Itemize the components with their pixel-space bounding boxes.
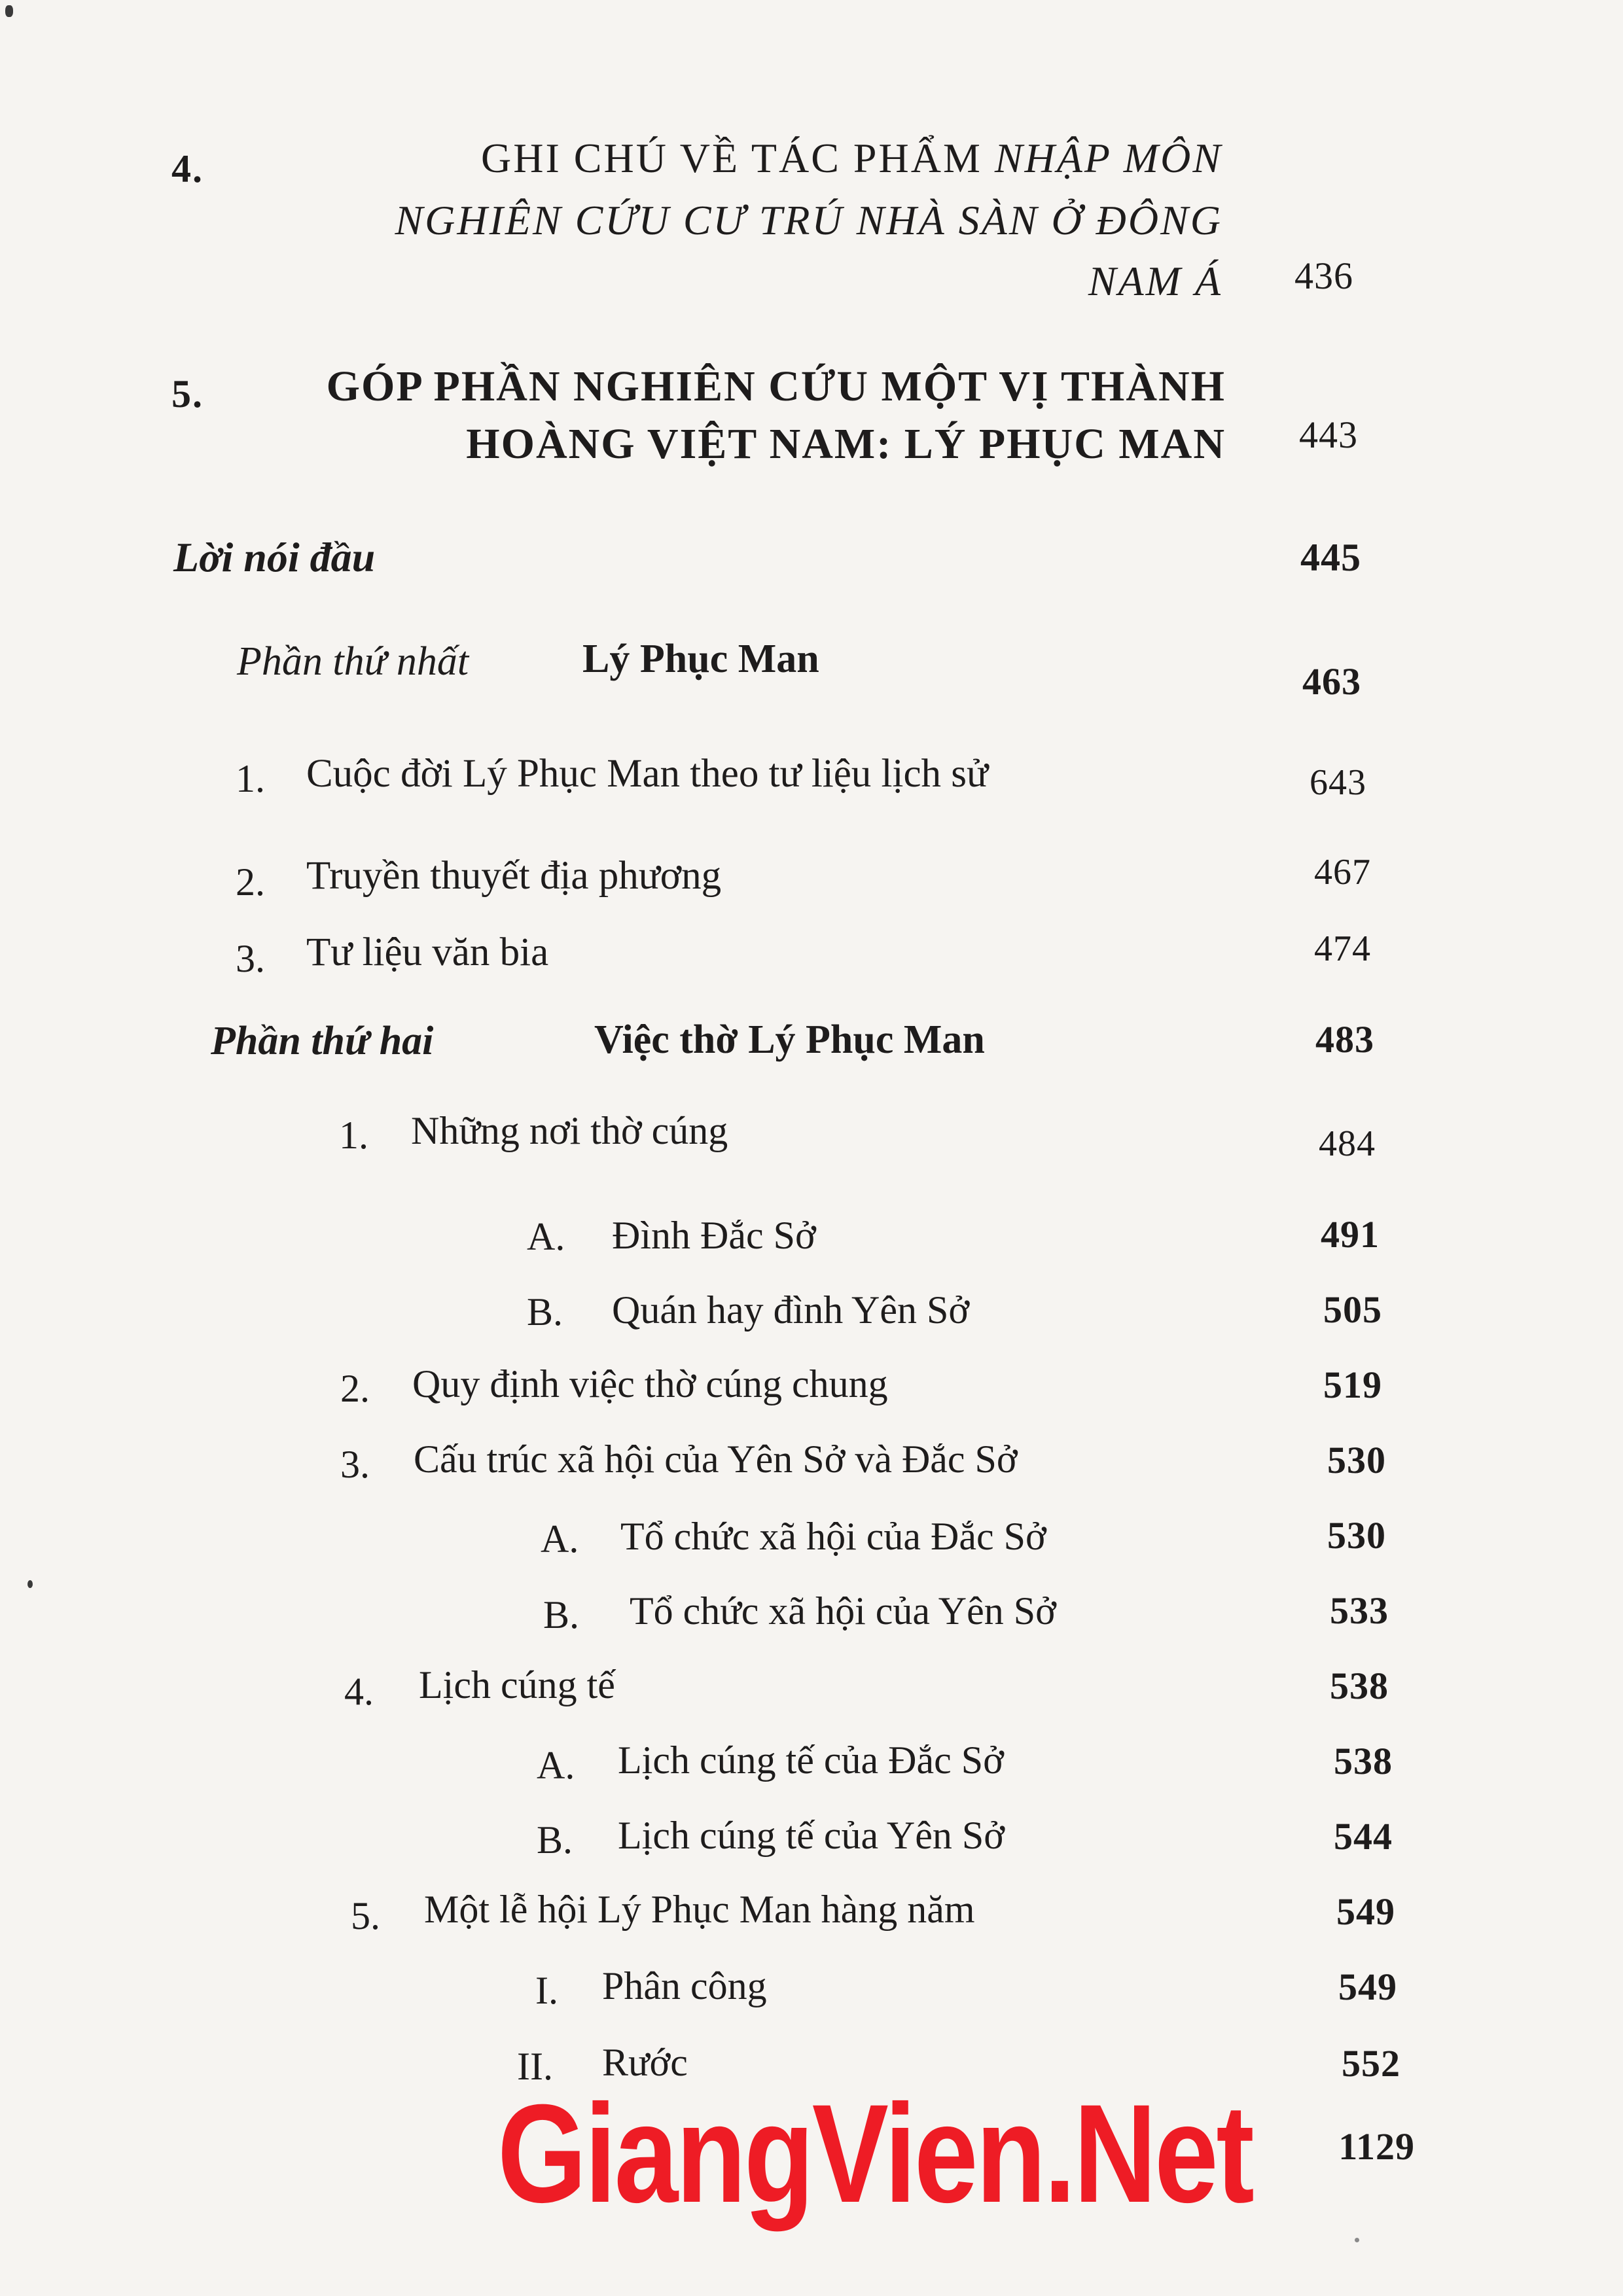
part-2-item-1-text: Những nơi thờ cúng	[411, 1109, 728, 1152]
part-2-item-4b-letter: B.	[537, 1818, 573, 1862]
part-2-item-3b-page: 533	[1330, 1589, 1389, 1632]
site-watermark: GiangVien.Net	[497, 2075, 1253, 2232]
part-1-item-3-page: 474	[1314, 928, 1371, 969]
part-2-item-1a-page: 491	[1321, 1213, 1380, 1256]
part-2-label: Phần thứ hai	[211, 1019, 434, 1063]
part-2-item-1-page: 484	[1319, 1123, 1376, 1164]
part-1-page: 463	[1302, 660, 1361, 703]
part-1-title: Lý Phục Man	[582, 637, 819, 681]
part-2-item-4b-text: Lịch cúng tế của Yên Sở	[618, 1814, 1005, 1857]
part-1-item-2-text: Truyền thuyết địa phương	[306, 854, 722, 898]
page-folio-number: 1129	[1338, 2125, 1415, 2168]
part-2-item-4-number: 4.	[344, 1670, 374, 1713]
part-2-item-4-text: Lịch cúng tế	[419, 1663, 615, 1706]
part-1-item-2-page: 467	[1314, 852, 1371, 892]
part-2-item-1b-text: Quán hay đình Yên Sở	[612, 1288, 970, 1332]
entry-4-title-line1	[481, 137, 1222, 179]
part-1-item-1-page: 643	[1310, 762, 1366, 803]
part-2-item-3b-letter: B.	[543, 1593, 580, 1636]
preface-title: Lời nói đầu	[173, 534, 376, 580]
part-2-item-3a-page: 530	[1327, 1514, 1386, 1557]
part-2-item-5ii-text: Rước	[602, 2041, 688, 2084]
part-1-item-3-number: 3.	[236, 937, 265, 980]
part-2-item-4b-page: 544	[1334, 1815, 1393, 1858]
part-2-item-4a-page: 538	[1334, 1740, 1393, 1782]
part-2-item-5ii-page: 552	[1342, 2042, 1400, 2085]
entry-5-title-line1: GÓP PHẦN NGHIÊN CỨU MỘT VỊ THÀNH	[326, 362, 1226, 410]
part-1-item-1-number: 1.	[236, 757, 265, 800]
part-2-item-5ii-numeral: II.	[517, 2045, 553, 2088]
scan-speck	[27, 1580, 33, 1588]
part-2-item-4-page: 538	[1330, 1665, 1389, 1707]
part-2-item-1b-page: 505	[1323, 1288, 1382, 1331]
entry-4-number: 4.	[171, 147, 204, 190]
entry-5-number: 5.	[171, 372, 204, 415]
part-2-item-4a-letter: A.	[537, 1744, 575, 1787]
part-2-item-4a-text: Lịch cúng tế của Đắc Sở	[618, 1739, 1004, 1782]
part-2-item-3-text: Cấu trúc xã hội của Yên Sở và Đắc Sở	[414, 1438, 1018, 1481]
part-2-item-2-page: 519	[1323, 1364, 1382, 1406]
part-1-item-3-text: Tư liệu văn bia	[306, 930, 549, 974]
part-2-item-1b-letter: B.	[527, 1290, 563, 1333]
part-2-item-3-number: 3.	[340, 1443, 370, 1486]
entry-4-title-italic: NHẬP MÔN	[994, 135, 1222, 181]
entry-4-title-plain: GHI CHÚ VỀ TÁC PHẨM	[481, 135, 995, 181]
part-2-item-3a-letter: A.	[541, 1517, 579, 1561]
part-2-item-3a-text: Tổ chức xã hội của Đắc Sở	[620, 1515, 1046, 1558]
part-1-item-2-number: 2.	[236, 860, 265, 904]
part-2-item-2-number: 2.	[340, 1367, 370, 1410]
scan-speck	[5, 5, 13, 17]
part-2-item-3-page: 530	[1327, 1439, 1386, 1481]
part-2-item-1a-text: Đình Đắc Sở	[612, 1214, 816, 1257]
part-1-item-1-text: Cuộc đời Lý Phục Man theo tư liệu lịch sử	[306, 752, 989, 796]
part-2-item-1a-letter: A.	[527, 1215, 565, 1258]
entry-4-page: 436	[1294, 255, 1353, 297]
part-2-item-1-number: 1.	[339, 1114, 368, 1157]
part-2-item-5i-page: 549	[1338, 1966, 1397, 2008]
scan-speck	[1355, 2238, 1359, 2242]
preface-page: 445	[1300, 536, 1361, 579]
part-2-item-5i-text: Phân công	[602, 1964, 767, 2007]
part-2-title: Việc thờ Lý Phục Man	[594, 1017, 985, 1062]
part-2-page: 483	[1315, 1018, 1374, 1061]
part-2-item-3b-text: Tổ chức xã hội của Yên Sở	[630, 1589, 1056, 1633]
part-2-item-5-page: 549	[1336, 1890, 1395, 1933]
entry-5-title-line2: HOÀNG VIỆT NAM: LÝ PHỤC MAN	[466, 420, 1226, 468]
part-2-item-5-number: 5.	[351, 1894, 380, 1937]
part-2-item-5-text: Một lễ hội Lý Phục Man hàng năm	[424, 1888, 975, 1931]
entry-5-page: 443	[1299, 414, 1358, 456]
part-1-label: Phần thứ nhất	[237, 639, 469, 684]
entry-4-title-line2: NGHIÊN CỨU CƯ TRÚ NHÀ SÀN Ở ĐÔNG	[395, 197, 1222, 243]
entry-4-title-line3: NAM Á	[1088, 258, 1222, 304]
part-2-item-2-text: Quy định việc thờ cúng chung	[412, 1362, 888, 1405]
part-2-item-5i-numeral: I.	[535, 1969, 558, 2012]
